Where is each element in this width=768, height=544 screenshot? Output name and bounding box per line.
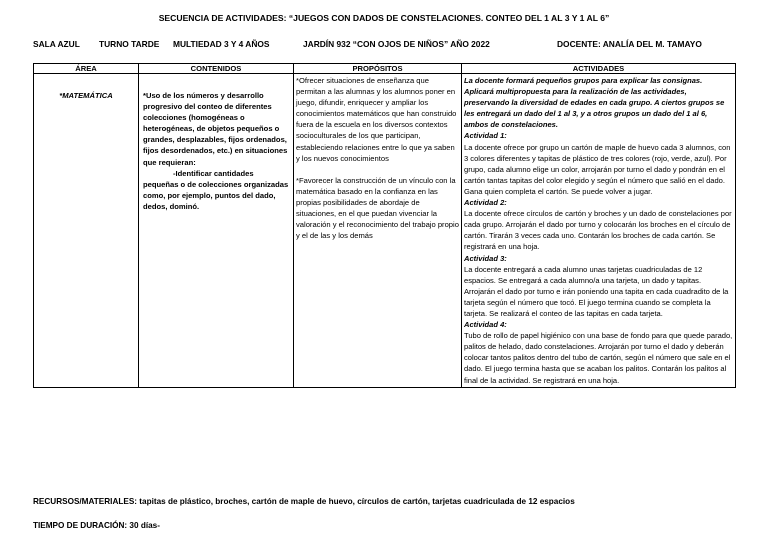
area-text: *MATEMÁTICA xyxy=(59,91,113,100)
actividades-intro: La docente formará pequeños grupos para explicar las consignas. Aplicará multipropuesta para la realización de las actividades, preservando la diversidad de edades en cada grupo. A ciertos grupos se les entregará un dado del 1 al 3, y a otros grupos un dado del 1 al 6, ambos de constelaciones. xyxy=(464,76,725,130)
area-cell xyxy=(34,74,139,388)
turno-label: TURNO TARDE xyxy=(99,39,160,49)
actividad-4-text: Tubo de rollo de papel higiénico con una base de fondo para que quede parado, palitos de helado, dado constelaciones. Arrojarán por turno el dado y deberán colocar tantos palitos dentro del tubo de cartón, según el número que sale en el dado. El juego termina hasta que se acaban los palitos. Contarán los palitos al final de la actividad. Se registrará en una hoja. xyxy=(464,331,733,385)
contenidos-cell xyxy=(139,74,294,388)
contenidos-sub2: pequeñas o de colecciones organizadas como, por ejemplo, puntos del dado, dedos, dominó. xyxy=(143,179,289,211)
header-propositos: PROPÓSITOS xyxy=(294,64,462,74)
actividad-2-text: La docente ofrece círculos de cartón y broches y un dado de constelaciones por cada grupo. Arrojarán el dado por turno y colocarán los broches en el círculo de cartón. Tirarán 3 veces cada uno. Contarán los broches de cada cartón. Se registrará en una hoja. xyxy=(464,209,732,252)
contenidos-main: *Uso de los números y desarrollo progresivo del conteo de diferentes colecciones (homogéneas o heterogéneas, de objetos pequeños o grandes, desplazables, fijos ordenados, fijos desordenados, etc.) en situaciones que requieran: xyxy=(143,91,288,167)
propositos-cell xyxy=(294,74,462,388)
actividad-3-text: La docente entregará a cada alumno unas tarjetas cuadriculadas de 12 espacios. Se entregará a cada alumno/a una tarjeta, un dado y tapitas. Arrojarán el dado por turno e irán poniendo una tapita en cada cuadradito de la tarjeta según el número que tocó. El juego termina cuando se completa la tarjeta. Se realizará el conteo de las tapitas en cada tarjeta. xyxy=(464,264,729,318)
actividad-1-text: La docente ofrece por grupo un cartón de maple de huevo cada 3 alumnos, con 3 colores diferentes y tapitas de plástico de tres colores (rojo, verde, azul). Por grupo, cada alumno elige un color, arrojarán por turno el dado y pondrán en el cartón tantas tapitas del color elegido y según el número que salió en el dado. Gana quien completa el cartón. Se puede volver a jugar. xyxy=(464,142,731,196)
document-title: SECUENCIA DE ACTIVIDADES: “JUEGOS CON DADOS DE CONSTELACIONES. CONTEO DEL 1 AL 3 Y 1 AL 6” xyxy=(158,13,610,23)
actividad-2-title: Actividad 2: xyxy=(464,198,507,208)
header-actividades: ACTIVIDADES xyxy=(462,64,736,74)
header-contenidos: CONTENIDOS xyxy=(139,64,294,74)
actividad-3-title: Actividad 3: xyxy=(464,253,507,263)
docente-label: DOCENTE: ANALÍA DEL M. TAMAYO xyxy=(557,39,702,49)
activities-table xyxy=(33,63,736,388)
jardin-label: JARDÍN 932 “CON OJOS DE NIÑOS” AÑO 2022 xyxy=(303,39,490,49)
contenidos-sub1: -Identificar cantidades xyxy=(173,168,254,178)
table-header-row xyxy=(34,64,736,74)
edad-label: MULTIEDAD 3 Y 4 AÑOS xyxy=(173,39,270,49)
recursos-line: RECURSOS/MATERIALES: tapitas de plástico, broches, cartón de maple de huevo, círculos de cartón, tarjetas cuadriculada de 12 espacios xyxy=(33,497,575,506)
sala-label: SALA AZUL xyxy=(33,39,80,49)
tiempo-line: TIEMPO DE DURACIÓN: 30 días- xyxy=(33,521,160,530)
actividad-4-title: Actividad 4: xyxy=(464,320,507,330)
table-row xyxy=(34,74,736,388)
actividades-cell xyxy=(462,74,736,388)
proposito-1: *Ofrecer situaciones de enseñanza que permitan a las alumnas y los alumnos poner en juego, difundir, enriquecer y ampliar los conocimientos matemáticos que han construido fuera de la escuela en los diversos contextos socioculturales de los que participan, estableciendo relaciones entre lo que ya saben y los nuevos conocimientos xyxy=(296,76,457,163)
actividad-1-title: Actividad 1: xyxy=(464,131,507,141)
proposito-2: *Favorecer la construcción de un vínculo con la matemática basado en la confianza en las propias posibilidades de abordaje de situaciones, en el que puedan vivenciar la valoración y el reconocimiento del trabajo propio y el de las y los demás xyxy=(296,175,459,241)
header-area: ÁREA xyxy=(34,64,139,74)
